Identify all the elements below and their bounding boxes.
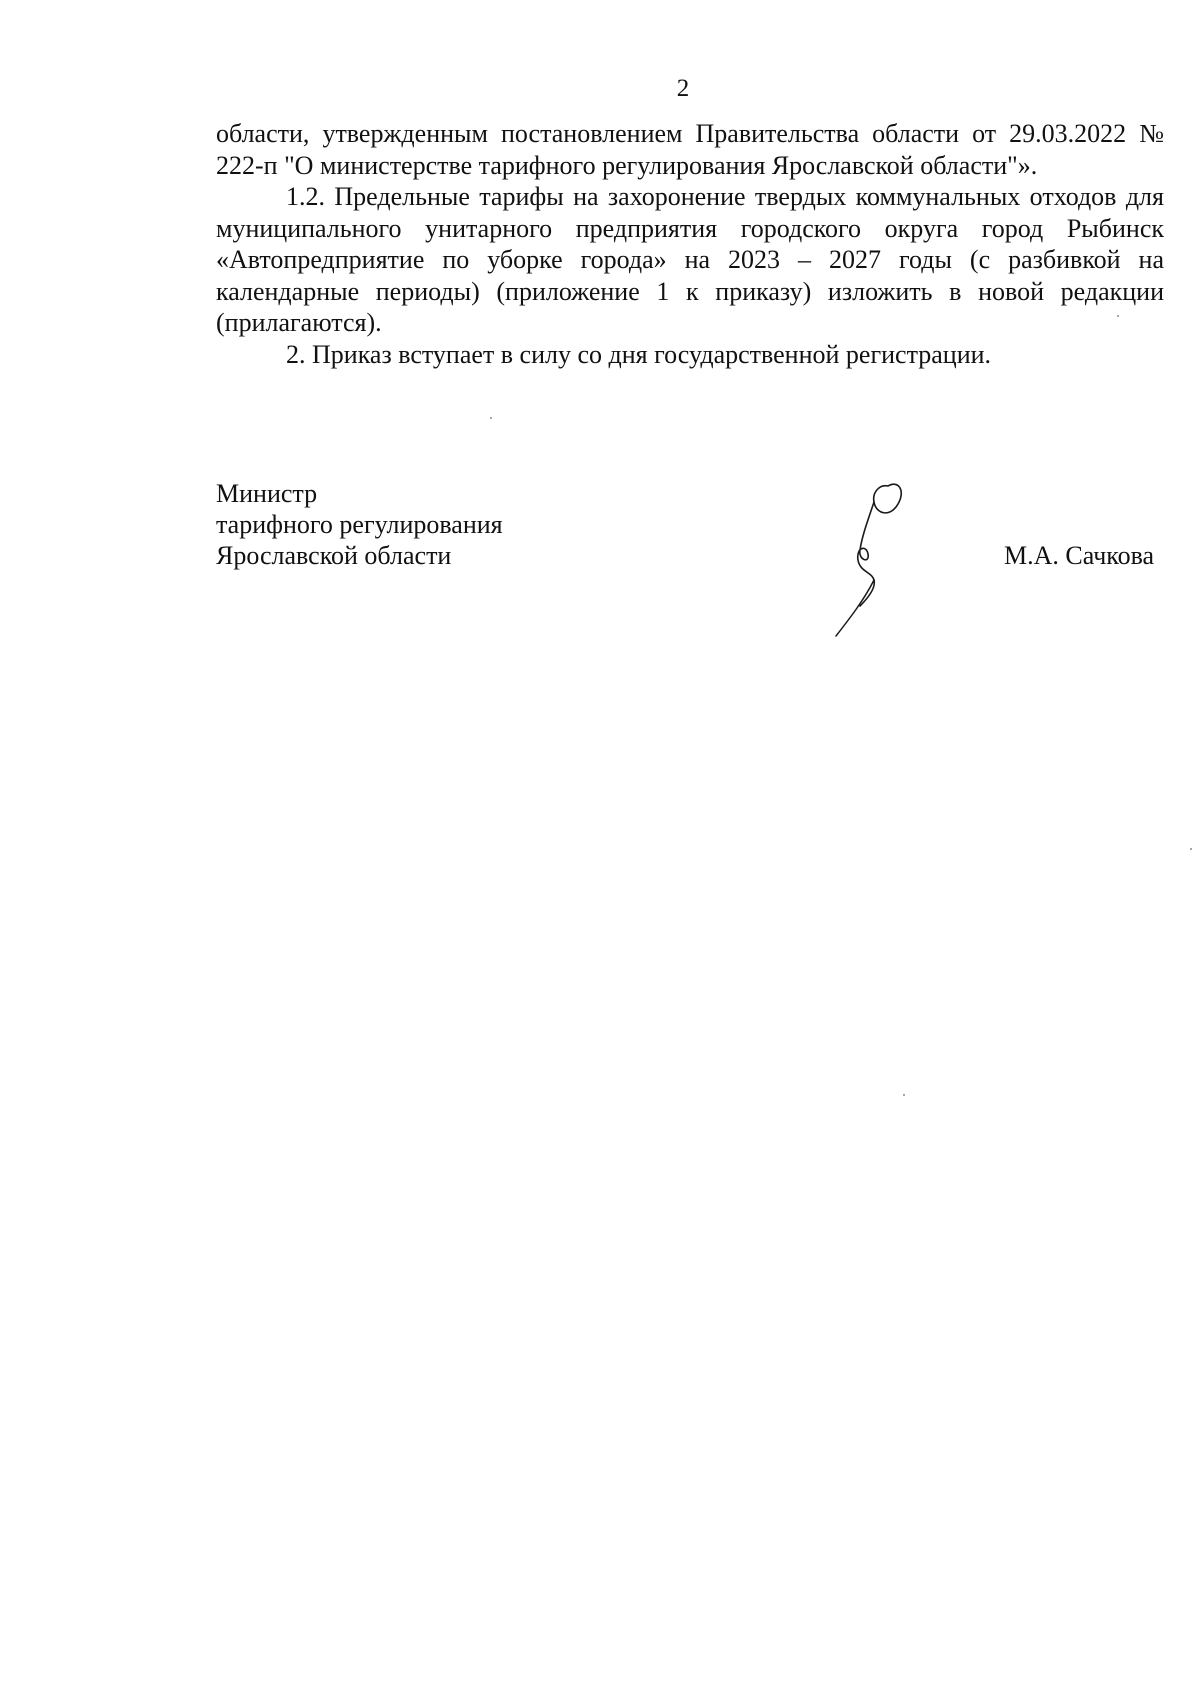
scan-speck (490, 417, 492, 419)
position-line-2: тарифного регулирования (216, 510, 503, 539)
scan-speck (903, 1094, 905, 1096)
paragraph-1-2: 1.2. Предельные тарифы на захоронение твердых коммунальных отходов для муниципального унитарного предприятия городского округа город Рыбинск «Автопредприятие по уборке города» на 2023 – 2027 годы (с разбивкой на календарные периоды) (приложение 1 к приказу) изложить в новой редакции (прилагаются). (216, 182, 1164, 337)
signatory-position (216, 478, 503, 571)
scan-speck (1117, 315, 1119, 317)
position-line-3: Ярославской области (216, 541, 452, 570)
page-number: 2 (676, 75, 690, 102)
handwritten-signature (810, 480, 920, 640)
position-line-1: Министр (216, 479, 318, 508)
paragraph-continuation: области, утвержденным постановлением Правительства области от 29.03.2022 № 222-п "О министерстве тарифного регулирования Ярославской области"». (216, 119, 1164, 180)
document-body (216, 118, 1164, 370)
signer-name: М.А. Сачкова (1004, 541, 1155, 570)
scan-speck (1190, 848, 1192, 850)
paragraph-2: 2. Приказ вступает в силу со дня государственной регистрации. (286, 339, 992, 369)
